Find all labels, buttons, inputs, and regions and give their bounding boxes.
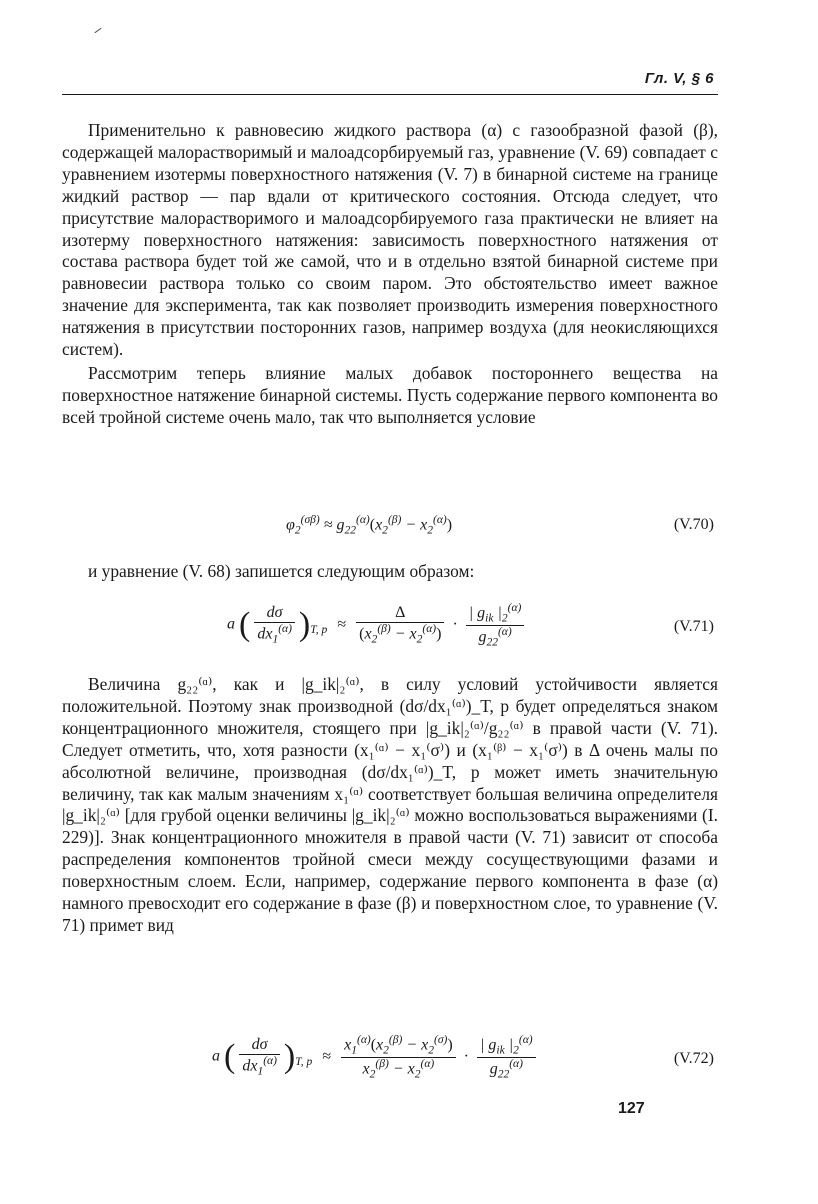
equation-v70-number: (V.70)	[673, 516, 714, 533]
paragraph-4: Величина g₂₂⁽ᵅ⁾, как и |g_ik|₂⁽ᵅ⁾, в силу условий устойчивости является положительной. Поэтому знак производной (dσ/dx₁⁽ᵅ⁾)_T, p будет определяться знаком концентрационного множителя, стоящего при |g_ik|₂⁽ᵅ⁾/g₂₂⁽ᵅ⁾ в правой части (V. 71). Следует отметить, что, хотя разности (x₁⁽ᵅ⁾ − x₁⁽σ⁾) и (x₁⁽ᵝ⁾ − x₁⁽σ⁾) в Δ очень малы по абсолютной величине, производная (dσ/dx₁⁽ᵅ⁾)_T, p может иметь значительную величину, так как малым значениям x₁⁽ᵅ⁾ соответствует большая величина определителя |g_ik|₂⁽ᵅ⁾ [для грубой оценки величины |g_ik|₂⁽ᵅ⁾ можно воспользоваться выражениями (I. 229)]. Знак концентрационного множителя в правой части (V. 71) зависит от способа распределения компонентов тройной смеси между сосуществующими фазами и поверхностным слоем. Если, например, содержание первого компонента в фазе (α) намного превосходит его содержание в фазе (β) и поверхностном слое, то уравнение (V. 71) примет вид	[62, 674, 718, 935]
body-text-mid	[62, 561, 718, 583]
paragraph-3: и уравнение (V. 68) запишется следующим образом:	[88, 561, 475, 581]
running-head: Гл. V, § 6	[644, 70, 714, 87]
equation-v71-number: (V.71)	[673, 618, 714, 635]
equation-v72	[62, 1028, 718, 1094]
paragraph-1: Применительно к равновесию жидкого раствора (α) с газообразной фазой (β), содержащей малорастворимый и малоадсорбируемый газ, уравнение (V. 69) совпадает с уравнением изотермы поверхностного натяжения (V. 7) в бинарной системе на границе жидкий раствор — пар вдали от критического состояния. Отсюда следует, что присутствие малорастворимого и малоадсорбируемого газа практически не влияет на изотерму поверхностного натяжения: зависимость поверхностного натяжения от состава раствора будет той же самой, что и в отдельно взятой бинарной системе при равновесии раствора только со своим паром. Это обстоятельство имеет важное значение для эксперимента, так как позволяет производить измерения поверхностного натяжения в присутствии посторонних газов, например воздуха (для неокисляющихся систем).	[62, 120, 718, 360]
paragraph-2: Рассмотрим теперь влияние малых добавок постороннего вещества на поверхностное натяжение бинарной системы. Пусть содержание первого компонента во всей тройной системе очень мало, так что выполняется условие	[62, 362, 718, 427]
body-text-top	[62, 120, 718, 429]
equation-v70-body: $\varphi_2^{(\sigma\beta)} \approx g_{22}^{(\alpha)}(x_2^{(\beta)} - x_2^{(\alpha)})$	[286, 514, 453, 537]
page-number: 127	[618, 1100, 645, 1117]
equation-v72-body: a ( $\frac{d\sigma}{dx_1^{(\alpha)}}$ )$_{T, p}$ ≈ $\frac{x_1^{(\alpha)}(x_2^{(\beta)} - x_2^{(\sigma)})}{x_2^{(\beta)} - x_2^{(\alpha)}}$ · $\frac{| g_{ik} |_2^{(\alpha)}}{g_{22}^{(\alpha)}}$	[212, 1034, 536, 1080]
equation-v72-number: (V.72)	[673, 1050, 714, 1067]
page-header	[62, 66, 718, 95]
equation-v71	[62, 596, 718, 662]
body-text-bottom	[62, 674, 718, 937]
equation-v70	[62, 512, 718, 538]
stray-mark	[94, 28, 101, 33]
equation-v71-body: a ( $\frac{d\sigma}{dx_1^{(\alpha)}}$ )$_{T, p}$ ≈ $\frac{\Delta}{(x_2^{(\beta)} - x_2^{(\alpha)})}$ · $\frac{| g_{ik} |_2^{(\alpha)}}{g_{22}^{(\alpha)}}$	[227, 602, 524, 648]
